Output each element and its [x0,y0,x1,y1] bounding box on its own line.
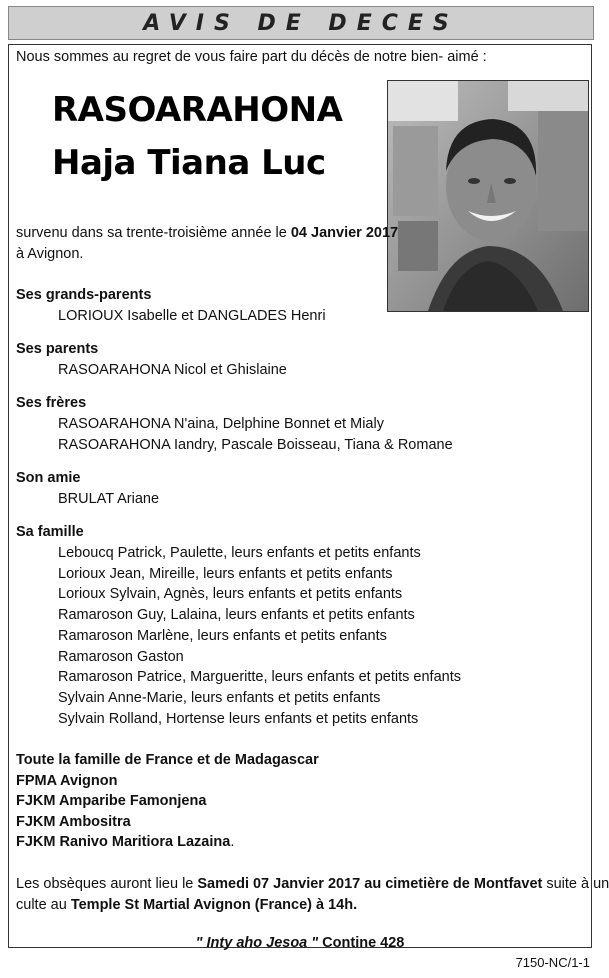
section-title-grandparents: Ses grands-parents [16,287,152,303]
list-item: Sylvain Anne-Marie, leurs enfants et petits enfants [58,689,381,706]
list-item: Lorioux Jean, Mireille, leurs enfants et petits enfants [58,565,393,582]
organization-period: . [230,834,235,850]
death-notice-prefix: survenu dans sa trente-troisième année le [16,225,291,241]
deceased-given-names: Haja Tiana Luc [52,143,326,183]
deceased-photo [387,80,589,312]
list-item: RASOARAHONA Nicol et Ghislaine [58,362,287,378]
list-item: LORIOUX Isabelle et DANGLADES Henri [58,308,326,324]
notice-title: AVIS DE DECES [143,10,459,36]
section-list-grandparents [58,306,326,327]
hymn-number: Contine 428 [318,935,405,951]
section-list-friend [58,489,159,510]
deceased-surname: RASOARAHONA [52,90,343,130]
organization-name: FJKM Ranivo Maritiora Lazaina [16,834,231,850]
funeral-line-1 [16,875,609,894]
list-item: Leboucq Patrick, Paulette, leurs enfants et petits enfants [58,545,421,561]
organization-item: Toute la famille de France et de Madagascar [16,752,319,768]
organization-item: FJKM Amparibe Famonjena [16,793,207,809]
funeral-date-place: Samedi 07 Janvier 2017 au cimetière de Montfavet [197,876,543,892]
notice-header [8,6,594,40]
funeral-temple: Temple St Martial Avignon (France) à 14h. [70,897,358,913]
section-list-parents [58,360,287,381]
list-item: BRULAT Ariane [58,491,160,507]
intro-text: Nous sommes au regret de vous faire part du décès de notre bien- aimé : [16,49,487,65]
organization-item: FJKM Ambositra [16,813,131,830]
death-place: à Avignon. [16,246,84,262]
section-title-friend: Son amie [16,470,81,486]
section-title-parents: Ses parents [16,341,99,357]
organizations-list [16,750,319,853]
list-item: Sylvain Rolland, Hortense leurs enfants et petits enfants [58,710,419,727]
hymn-line [0,935,600,951]
list-item: Ramaroson Marlène, leurs enfants et petits enfants [58,627,387,644]
list-item: Ramaroson Gaston [58,648,184,665]
organization-item: FPMA Avignon [16,772,118,789]
death-notice-line [16,224,398,243]
section-title-brothers: Ses frères [16,395,87,411]
funeral-text-2: suite à un [542,876,609,892]
list-item: RASOARAHONA N'aina, Delphine Bonnet et Mialy [58,416,384,432]
section-list-brothers [58,414,453,455]
funeral-text-3: culte au [16,897,71,913]
portrait-image [388,81,588,311]
funeral-line-2 [16,896,357,915]
reference-code: 7150-NC/1-1 [515,955,590,970]
list-item: Ramaroson Guy, Lalaina, leurs enfants et petits enfants [58,607,415,624]
list-item: Ramaroson Patrice, Margueritte, leurs enfants et petits enfants [58,669,461,686]
hymn-title: " Inty aho Jesoa " [195,935,319,951]
funeral-text-1: Les obsèques auront lieu le [16,876,198,892]
section-list-family [58,543,461,729]
list-item: RASOARAHONA Iandry, Pascale Boisseau, Tiana & Romane [58,436,453,453]
section-title-family: Sa famille [16,524,84,540]
death-date: 04 Janvier 2017 [290,225,399,241]
list-item: Lorioux Sylvain, Agnès, leurs enfants et petits enfants [58,586,403,603]
organization-item-last [16,832,319,853]
